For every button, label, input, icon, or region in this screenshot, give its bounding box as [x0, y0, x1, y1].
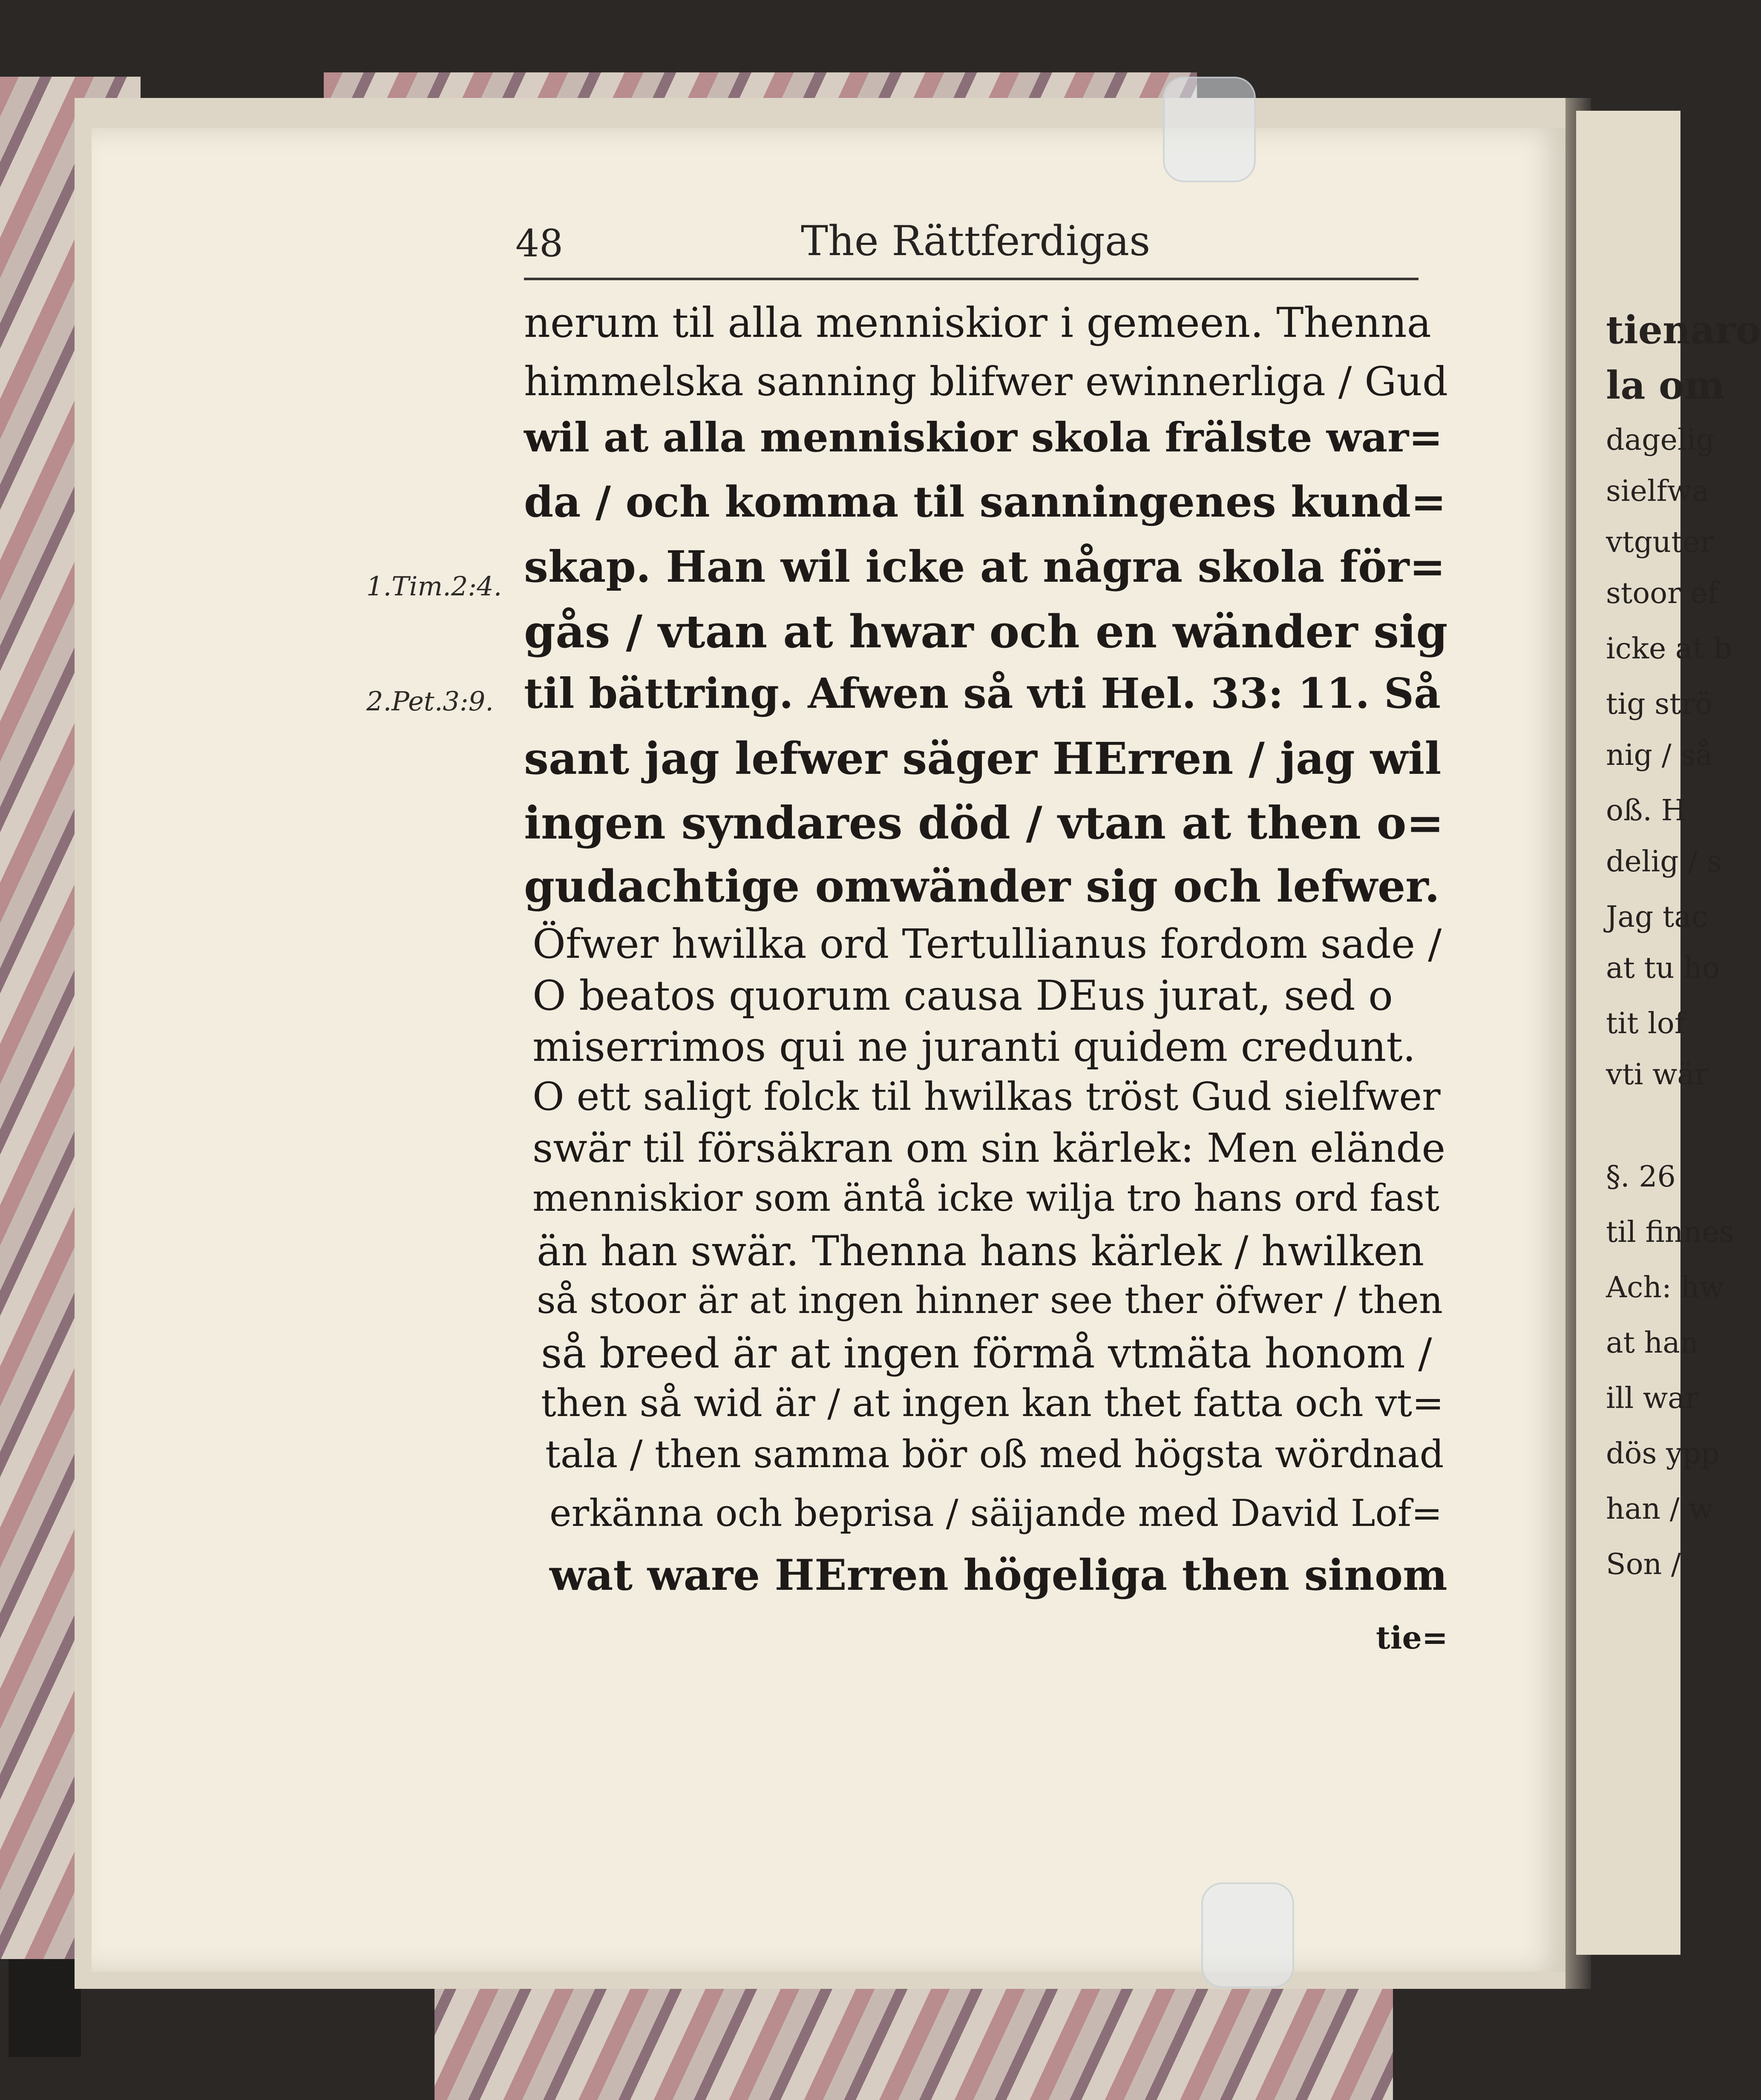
text-line: then så wid är / at ingen kan thet fatta och vt=: [541, 1381, 1444, 1425]
page-number: 48: [515, 221, 563, 265]
text-line: nerum til alla menniskior i gemeen. Thenna: [524, 299, 1431, 347]
facing-line: tienaro: [1606, 307, 1761, 353]
facing-line: dagelig: [1606, 423, 1715, 457]
text-line: så stoor är at ingen hinner see ther öfwer / then: [537, 1278, 1443, 1322]
facing-line: la om: [1606, 363, 1725, 408]
facing-line: vtguter: [1606, 526, 1714, 559]
text-line: än han swär. Thenna hans kärlek / hwilken: [537, 1227, 1424, 1275]
facing-line: at han: [1606, 1326, 1699, 1360]
facing-line: Ach: hw: [1606, 1271, 1724, 1304]
running-head: [515, 213, 1419, 277]
text-line: O ett saligt folck til hwilkas tröst Gud sielfwer: [532, 1074, 1441, 1119]
text-line: ingen syndares död / vtan at then o=: [524, 796, 1444, 849]
text-line: himmelska sanning blifwer ewinnerliga / Gud: [524, 359, 1448, 405]
text-line: miserrimos qui ne juranti quidem credunt.: [532, 1023, 1416, 1071]
facing-page: [1576, 111, 1761, 1955]
facing-line: nig / så: [1606, 738, 1713, 772]
text-line: da / och komma til sanningenes kund=: [524, 477, 1446, 527]
text-line: menniskior som äntå icke wilja tro hans ord fast: [532, 1176, 1440, 1220]
facing-line: icke at b: [1606, 632, 1732, 666]
facing-line: vti wär: [1606, 1058, 1709, 1092]
page-clip-bottom: [1201, 1882, 1294, 1988]
text-line: Öfwer hwilka ord Tertullianus fordom sade /: [532, 921, 1442, 968]
margin-reference: 2.Pet.3:9.: [366, 686, 494, 717]
text-line: skap. Han wil icke at några skola för=: [524, 541, 1446, 592]
text-line: til bättring. Afwen så vti Hel. 33: 11. Så: [524, 669, 1441, 718]
facing-line: han / w: [1606, 1492, 1714, 1526]
facing-line: sielfwa: [1606, 474, 1709, 508]
facing-line: §. 26: [1606, 1160, 1676, 1194]
facing-line: tig strö: [1606, 687, 1712, 721]
header-rule: [524, 278, 1419, 280]
facing-line: Son /: [1606, 1548, 1681, 1581]
text-line: swär til försäkran om sin kärlek: Men elände: [532, 1125, 1446, 1172]
catchword: tie=: [1376, 1620, 1448, 1656]
facing-line: til finnes: [1606, 1215, 1734, 1249]
facing-line: delig / s: [1606, 845, 1722, 879]
facing-line: tit lof: [1606, 1007, 1685, 1040]
text-line: erkänna och beprisa / säijande med David Lof=: [550, 1491, 1443, 1535]
running-title: The Rättferdigas: [801, 217, 1151, 265]
facing-line: at tu ho: [1606, 951, 1720, 985]
text-line: tala / then samma bör oß med högsta wördnad: [545, 1432, 1444, 1476]
facing-line: stoor ef: [1606, 577, 1718, 610]
facing-line: Jag tac: [1606, 900, 1708, 934]
margin-reference: 1.Tim.2:4.: [366, 571, 502, 602]
facing-line: dös ypp: [1606, 1437, 1720, 1471]
text-line: gudachtige omwänder sig och lefwer.: [524, 861, 1440, 912]
text-line: wil at alla menniskior skola frälste war=: [524, 414, 1443, 461]
page-clip-top: [1163, 77, 1256, 182]
text-line: wat ware HErren högeliga then sinom: [550, 1551, 1447, 1600]
facing-line: oß. H: [1606, 794, 1686, 827]
facing-line: ill war: [1606, 1382, 1699, 1415]
text-line: gås / vtan at hwar och en wänder sig: [524, 605, 1448, 658]
text-line: O beatos quorum causa DEus jurat, sed o: [532, 972, 1393, 1020]
text-line: sant jag lefwer säger HErren / jag wil: [524, 733, 1442, 784]
text-line: så breed är at ingen förmå vtmäta honom /: [541, 1330, 1432, 1377]
